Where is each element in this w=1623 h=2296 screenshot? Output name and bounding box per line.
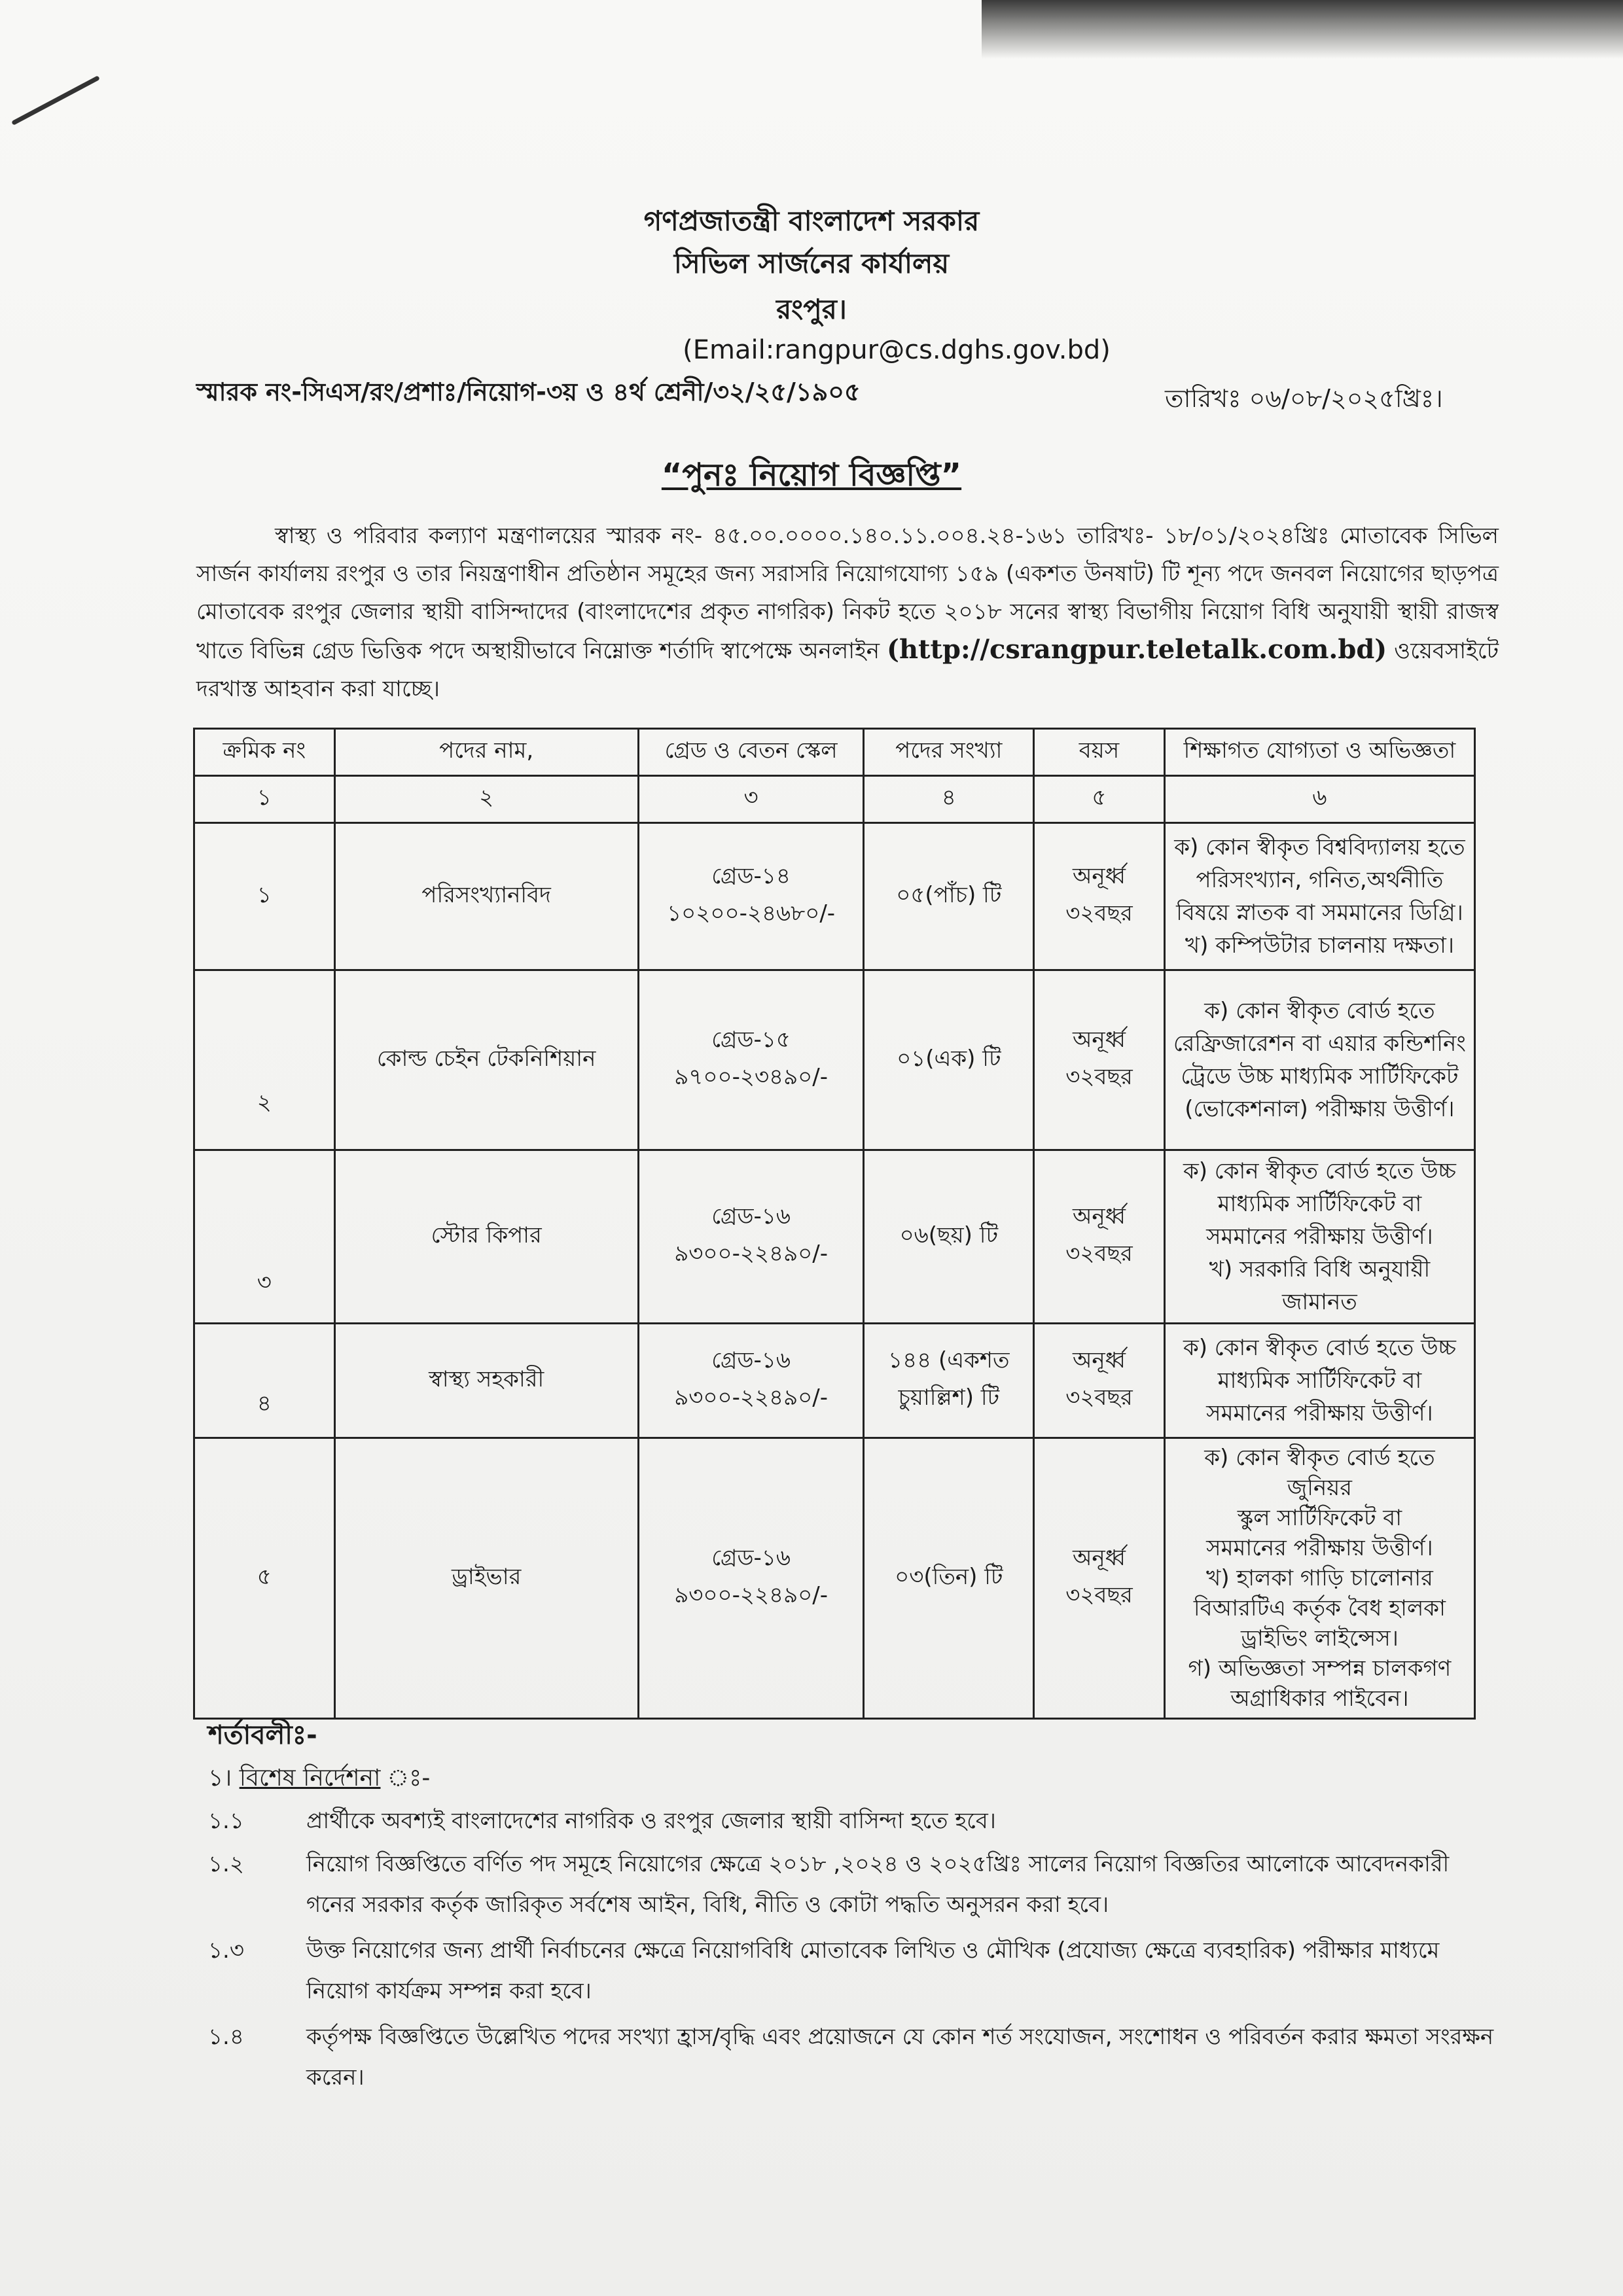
qualification-line: খ) হালকা গাড়ি চালোনার (1206, 1565, 1433, 1591)
row-age (1034, 1438, 1165, 1719)
qualification-line: ট্রেডে উচ্চ মাধ্যমিক সার্টিফিকেট (1181, 1063, 1459, 1089)
index-cell: ৪ (864, 776, 1034, 823)
row-count: ০৫(পাঁচ) টি (864, 823, 1034, 970)
qualification-line: ক) কোন স্বীকৃত বোর্ড হতে (1204, 998, 1435, 1024)
apply-url[interactable]: (http://csrangpur.teletalk.com.bd) (887, 634, 1387, 665)
qualification-line: মাধ্যমিক সার্টিফিকেট বা (1217, 1368, 1422, 1394)
qualification-line: পরিসংখ্যান, গনিত,অর্থনীতি (1196, 867, 1444, 893)
row-serial: ২ (194, 970, 335, 1150)
col-header-qualification: শিক্ষাগত যোগ্যতা ও অভিজ্ঞতা (1164, 729, 1474, 776)
qualification-line: সমমানের পরীক্ষায় উত্তীর্ণ। (1206, 1535, 1433, 1561)
table-row (194, 970, 1475, 1150)
row-qualification (1164, 823, 1474, 970)
scan-shadow (982, 0, 1623, 59)
row-grade (638, 970, 864, 1150)
row-age (1034, 823, 1165, 970)
grade-label: গ্রেড-১৫ (711, 1027, 791, 1053)
col-header-post: পদের নাম, (334, 729, 638, 776)
memo-number: স্মারক নং-সিএস/রং/প্রশাঃ/নিয়োগ-৩য় ও ৪র্থ শ্রেনী/৩২/২৫/১৯০৫ (196, 378, 861, 406)
row-grade (638, 1324, 864, 1438)
condition-number: ১.১ (208, 1808, 244, 1834)
table-row (194, 823, 1475, 970)
row-serial: ৫ (194, 1438, 335, 1719)
qualification-line: ড্রাইভিং লাইন্সেস। (1240, 1625, 1399, 1651)
intro-text: স্বাস্থ্য ও পরিবার কল্যাণ মন্ত্রণালয়ের স্মারক নং- ৪৫.০০.০০০০.১৪০.১১.০০৪.২৪-১৬১ তারিখঃ- ১৮/০১/২০২৪খ্রিঃ মোতাবেক সিভিল সার্জন কার্যালয় রংপুর ও তার নিয়ন্ত্রণাধীন প্রতিষ্ঠান সমূহের জন্য সরাসরি নিয়োগযোগ্য ১৫৯ (একশত উনষাট) টি শূন্য পদে জনবল নিয়োগের ছাড়পত্র মোতাবেক রংপুর জেলার স্থায়ী বাসিন্দাদের (বাংলাদেশের প্রকৃত নাগরিক) নিকট হতে ২০১৮ সনের স্বাস্থ্য বিভাগীয় নিয়োগ বিধি অনুযায়ী স্থায়ী রাজস্ব খাতে বিভিন্ন গ্রেড ভিত্তিক পদে অস্থায়ীভাবে নিম্নোক্ত শর্তাদি স্বাপেক্ষে অনলাইন (196, 523, 1499, 664)
condition-item (208, 1930, 1504, 2011)
col-header-count: পদের সংখ্যা (864, 729, 1034, 776)
qualification-line: (ভোকেশনাল) পরীক্ষায় উত্তীর্ণ। (1185, 1096, 1455, 1122)
row-post: পরিসংখ্যানবিদ (334, 823, 638, 970)
row-qualification (1164, 1324, 1474, 1438)
grade-label: গ্রেড-১৬ (711, 1545, 791, 1571)
age-limit: অনূর্ধ্ব (1072, 1347, 1126, 1373)
qualification-line: অগ্রাধিকার পাইবেন। (1230, 1686, 1409, 1712)
notice-date: তারিখঃ ০৬/০৮/২০২৫খ্রিঃ। (1165, 384, 1443, 413)
section-number: ১। (208, 1765, 232, 1792)
condition-text: প্রার্থীকে অবশ্যই বাংলাদেশের নাগরিক ও রংপুর জেলার স্থায়ী বাসিন্দা হতে হবে। (306, 1808, 996, 1834)
row-post: স্বাস্থ্য সহকারী (334, 1324, 638, 1438)
grade-label: গ্রেড-১৬ (711, 1347, 791, 1373)
row-serial: ৪ (194, 1324, 335, 1438)
conditions-title: শর্তাবলীঃ- (208, 1720, 317, 1750)
qualification-line: ক) কোন স্বীকৃত বিশ্ববিদ্যালয় হতে (1174, 834, 1465, 860)
row-qualification (1164, 970, 1474, 1150)
qualification-line: সমমানের পরীক্ষায় উত্তীর্ণ। (1206, 1224, 1433, 1250)
row-age (1034, 1324, 1165, 1438)
condition-number: ১.৪ (208, 2024, 244, 2050)
table-index-row (194, 776, 1475, 823)
intro-tail: ওয়েবসাইটে দরখাস্ত আহবান করা যাচ্ছে। (196, 638, 1499, 702)
section-heading (208, 1760, 430, 1799)
index-cell: ২ (334, 776, 638, 823)
qualification-line: সমমানের পরীক্ষায় উত্তীর্ণ। (1206, 1400, 1433, 1426)
condition-text: উক্ত নিয়োগের জন্য প্রার্থী নির্বাচনের ক্ষেত্রে নিয়োগবিধি মোতাবেক লিখিত ও মৌখিক (প্রযোজ্য ক্ষেত্রে ব্যবহারিক) পরীক্ষার মাধ্যমে নিয়োগ কার্যক্রম সম্পন্ন করা হবে। (306, 1937, 1440, 2004)
row-count: ১৪৪ (একশত চুয়াল্লিশ) টি (864, 1324, 1034, 1438)
col-header-grade: গ্রেড ও বেতন স্কেল (638, 729, 864, 776)
qualification-line: বিআরটিএ কর্তৃক বৈধ হালকা (1193, 1595, 1446, 1621)
section-suffix: ঃ- (380, 1765, 431, 1792)
row-qualification (1164, 1150, 1474, 1324)
row-count: ০১(এক) টি (864, 970, 1034, 1150)
table-row (194, 1324, 1475, 1438)
govt-title: গণপ্রজাতন্ত্রী বাংলাদেশ সরকার (643, 205, 980, 237)
pen-mark (11, 75, 100, 126)
row-post: স্টোর কিপার (334, 1150, 638, 1324)
age-limit: অনূর্ধ্ব (1072, 1545, 1126, 1571)
row-grade (638, 1150, 864, 1324)
qualification-line: বিষয়ে স্নাতক বা সমমানের ডিগ্রি। (1176, 900, 1463, 926)
col-header-age: বয়স (1034, 729, 1165, 776)
qualification-line: ক) কোন স্বীকৃত বোর্ড হতে উচ্চ (1183, 1158, 1456, 1184)
pay-scale: ৯৩০০-২২৪৯০/- (674, 1582, 829, 1608)
row-grade (638, 823, 864, 970)
qualification-line: গ) অভিজ্ঞতা সম্পন্ন চালকগণ (1188, 1655, 1452, 1682)
row-count: ০৬(ছয়) টি (864, 1150, 1034, 1324)
qualification-line: ক) কোন স্বীকৃত বোর্ড হতে জুনিয়র (1204, 1445, 1435, 1501)
condition-item (208, 2017, 1504, 2098)
age-years: ৩২বছর (1065, 1385, 1133, 1411)
row-serial: ৩ (194, 1150, 335, 1324)
condition-text: কর্তৃপক্ষ বিজ্ঞপ্তিতে উল্লেখিত পদের সংখ্যা হ্রাস/বৃদ্ধি এবং প্রয়োজনে যে কোন শর্ত সংযোজন, সংশোধন ও পরিবর্তন করার ক্ষমতা সংরক্ষন করেন। (306, 2024, 1494, 2091)
row-age (1034, 1150, 1165, 1324)
qualification-line: স্কুল সার্টিফিকেট বা (1237, 1505, 1402, 1531)
age-years: ৩২বছর (1065, 900, 1133, 927)
age-limit: অনূর্ধ্ব (1072, 1203, 1126, 1229)
row-post: ড্রাইভার (334, 1438, 638, 1719)
row-serial: ১ (194, 823, 335, 970)
grade-label: গ্রেড-১৬ (711, 1203, 791, 1229)
row-grade (638, 1438, 864, 1719)
age-years: ৩২বছর (1065, 1064, 1133, 1090)
notice-title-text: “পুনঃ নিয়োগ বিজ্ঞপ্তি” (661, 457, 962, 493)
pay-scale: ৯৩০০-২২৪৯০/- (674, 1241, 829, 1267)
row-post: কোল্ড চেইন টেকনিশিয়ান (334, 970, 638, 1150)
intro-paragraph (196, 517, 1499, 708)
row-qualification (1164, 1438, 1474, 1719)
vacancy-table (193, 728, 1476, 1720)
pay-scale: ৯৭০০-২৩৪৯০/- (674, 1064, 829, 1090)
district-title: রংপুর। (776, 293, 847, 325)
qualification-line: খ) কম্পিউটার চালনায় দক্ষতা। (1185, 932, 1454, 959)
pay-scale: ১০২০০-২৪৬৮০/- (667, 900, 836, 927)
col-header-serial: ক্রমিক নং (194, 729, 335, 776)
condition-number: ১.২ (208, 1851, 244, 1877)
notice-title (0, 451, 1623, 503)
condition-number: ১.৩ (208, 1937, 244, 1964)
index-cell: ৫ (1034, 776, 1165, 823)
age-years: ৩২বছর (1065, 1582, 1133, 1608)
section-title: বিশেষ নির্দেশনা (239, 1765, 381, 1792)
qualification-line: মাধ্যমিক সার্টিফিকেট বা (1217, 1191, 1422, 1217)
table-row (194, 1150, 1475, 1324)
office-email: (Email:rangpur@cs.dghs.gov.bd) (683, 335, 1111, 365)
qualification-line: রেফ্রিজারেশন বা এয়ার কন্ডিশনিং (1173, 1031, 1466, 1057)
row-age (1034, 970, 1165, 1150)
index-cell: ৬ (1164, 776, 1474, 823)
grade-label: গ্রেড-১৪ (711, 863, 791, 889)
office-title: সিভিল সার্জনের কার্যালয় (673, 247, 950, 279)
condition-item (208, 1801, 1504, 1841)
condition-text: নিয়োগ বিজ্ঞপ্তিতে বর্ণিত পদ সমূহে নিয়োগের ক্ষেত্রে ২০১৮ ,২০২৪ ও ২০২৫খ্রিঃ সালের নিয়োগ বিজ্ঞতির আলোকে আবেদনকারী গনের সরকার কর্তৃক জারিকৃত সর্বশেষ আইন, বিধি, নীতি ও কোটা পদ্ধতি অনুসরন করা হবে। (306, 1851, 1450, 1918)
table-header-row (194, 729, 1475, 776)
row-count: ০৩(তিন) টি (864, 1438, 1034, 1719)
age-limit: অনূর্ধ্ব (1072, 863, 1126, 889)
table-row (194, 1438, 1475, 1719)
index-cell: ১ (194, 776, 335, 823)
pay-scale: ৯৩০০-২২৪৯০/- (674, 1385, 829, 1411)
qualification-line: খ) সরকারি বিধি অনুযায়ী জামানত (1209, 1256, 1431, 1315)
age-limit: অনূর্ধ্ব (1072, 1027, 1126, 1053)
age-years: ৩২বছর (1065, 1241, 1133, 1267)
index-cell: ৩ (638, 776, 864, 823)
condition-item (208, 1844, 1504, 1925)
qualification-line: ক) কোন স্বীকৃত বোর্ড হতে উচ্চ (1183, 1335, 1456, 1361)
